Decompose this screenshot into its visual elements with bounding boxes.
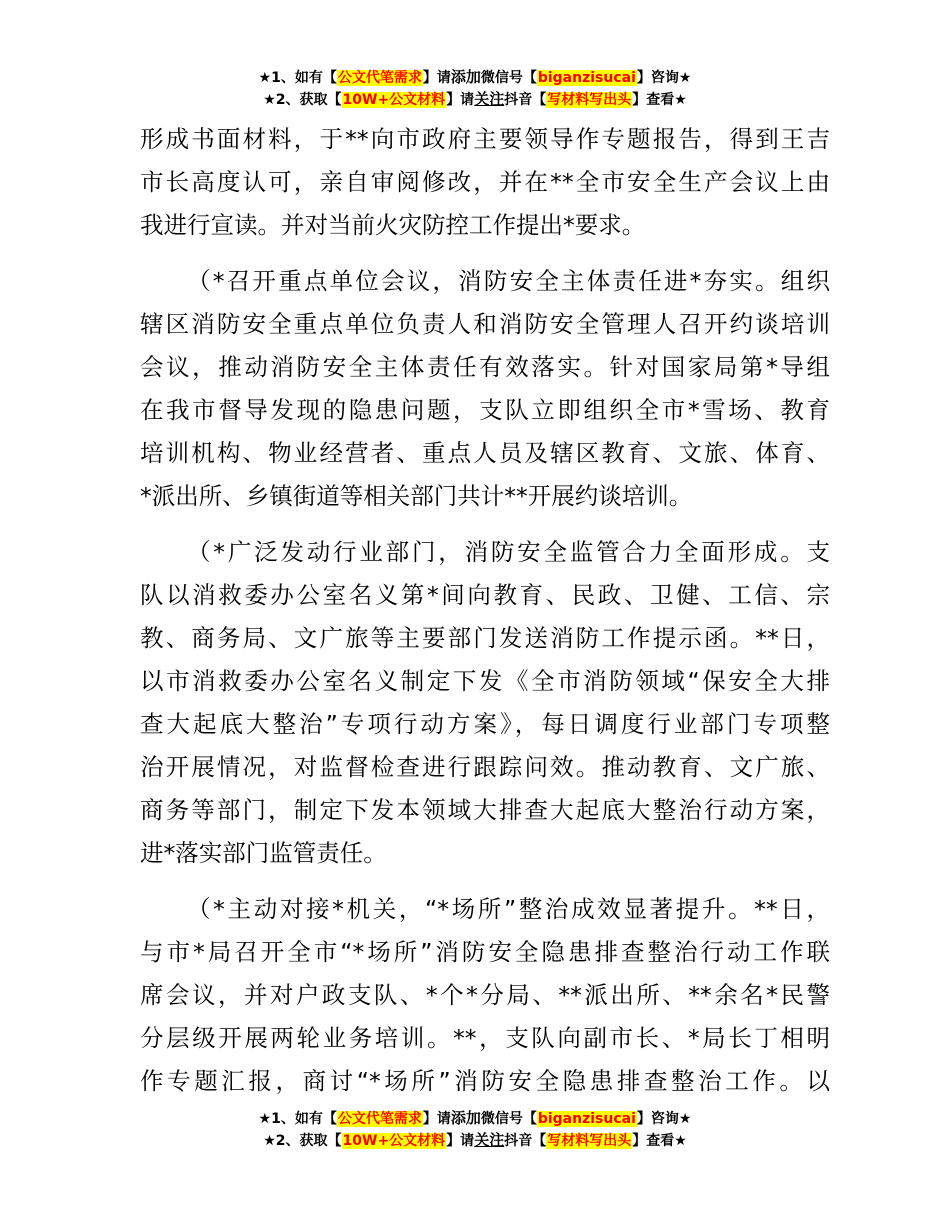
banner-text: 微信号【 bbox=[480, 70, 537, 86]
text-line: 治开展情况，对监督检查进行跟踪问效。推动教育、文广旅、 bbox=[140, 753, 830, 781]
banner-emphasis: 关注 bbox=[474, 90, 505, 108]
highlight-douyin: 写材料写出头 bbox=[547, 92, 632, 108]
paragraph bbox=[140, 118, 830, 247]
text-line: 商务等部门，制定下发本领域大排查大起底大整治行动方案， bbox=[140, 796, 830, 824]
text-line: 分层级开展两轮业务培训。**，支队向副市长、*局长丁相明 bbox=[140, 1024, 830, 1052]
banner-line-1 bbox=[0, 66, 950, 88]
text-line: 会议，推动消防安全主体责任有效落实。针对国家局第*导组 bbox=[140, 353, 830, 381]
highlight-materials: 10W+公文材料 bbox=[342, 92, 446, 108]
banner-line-1 bbox=[0, 1107, 950, 1129]
banner-text: ★1、如有【 bbox=[258, 1111, 337, 1127]
banner-text: 】请 bbox=[422, 1111, 451, 1127]
banner-text: 】咨询★ bbox=[636, 70, 692, 86]
text-line: 席会议，并对户政支队、*个*分局、**派出所、**余名*民警 bbox=[140, 981, 830, 1009]
banner-text: 】请 bbox=[422, 70, 451, 86]
text-line: 在我市督导发现的隐患问题，支队立即组织全市*雪场、教育 bbox=[140, 396, 830, 424]
banner-text: ★2、获取【 bbox=[263, 1133, 342, 1149]
text-line: 培训机构、物业经营者、重点人员及辖区教育、文旅、体育、 bbox=[140, 439, 830, 467]
banner-line-2 bbox=[0, 88, 950, 110]
banner-emphasis: 关注 bbox=[474, 1131, 505, 1149]
banner-text: 】请 bbox=[446, 1133, 475, 1149]
highlight-douyin: 写材料写出头 bbox=[547, 1133, 632, 1149]
text-line: 与市*局召开全市“*场所”消防安全隐患排查整治行动工作联 bbox=[140, 938, 830, 966]
text-line: 辖区消防安全重点单位负责人和消防安全管理人召开约谈培训 bbox=[140, 310, 830, 338]
highlight-wechat-id: biganzisucai bbox=[537, 70, 636, 86]
footer-banner bbox=[0, 1107, 950, 1151]
banner-emphasis: 添加 bbox=[450, 68, 481, 86]
banner-text: 抖音【 bbox=[504, 92, 547, 108]
text-line: （*主动对接*机关，“*场所”整治成效显著提升。**日， bbox=[187, 895, 830, 923]
paragraph bbox=[140, 531, 830, 875]
highlight-service: 公文代笔需求 bbox=[337, 70, 422, 86]
banner-text: ★2、获取【 bbox=[263, 92, 342, 108]
text-line: 队以消救委办公室名义第*间向教育、民政、卫健、工信、宗 bbox=[140, 581, 830, 609]
header-banner bbox=[0, 66, 950, 110]
banner-text: 】查看★ bbox=[632, 92, 687, 108]
highlight-materials: 10W+公文材料 bbox=[342, 1133, 446, 1149]
text-line: 我进行宣读。并对当前火灾防控工作提出*要求。 bbox=[140, 211, 646, 239]
document-body bbox=[140, 118, 830, 1103]
banner-emphasis: 添加 bbox=[450, 1109, 481, 1127]
text-line: 以市消救委办公室名义制定下发《全市消防领域“保安全大排 bbox=[140, 667, 830, 695]
text-line: （*召开重点单位会议，消防安全主体责任进*夯实。组织 bbox=[187, 267, 830, 295]
text-line: 教、商务局、文广旅等主要部门发送消防工作提示函。**日， bbox=[140, 624, 830, 652]
paragraph bbox=[140, 888, 830, 1103]
banner-line-2 bbox=[0, 1129, 950, 1151]
highlight-service: 公文代笔需求 bbox=[337, 1111, 422, 1127]
text-line: *派出所、乡镇街道等相关部门共计**开展约谈培训。 bbox=[140, 482, 693, 510]
text-line: 形成书面材料，于**向市政府主要领导作专题报告，得到王吉 bbox=[140, 125, 830, 153]
text-line: 查大起底大整治”专项行动方案》，每日调度行业部门专项整 bbox=[140, 710, 830, 738]
text-line: 市长高度认可，亲自审阅修改，并在**全市安全生产会议上由 bbox=[140, 168, 830, 196]
paragraph bbox=[140, 260, 830, 518]
banner-text: 】请 bbox=[446, 92, 475, 108]
banner-text: 】查看★ bbox=[632, 1133, 687, 1149]
text-line: 作专题汇报，商讨“*场所”消防安全隐患排查整治工作。以 bbox=[140, 1067, 830, 1095]
text-line: （*广泛发动行业部门，消防安全监管合力全面形成。支 bbox=[187, 538, 830, 566]
banner-text: 】咨询★ bbox=[636, 1111, 692, 1127]
highlight-wechat-id: biganzisucai bbox=[537, 1111, 636, 1127]
banner-text: ★1、如有【 bbox=[258, 70, 337, 86]
text-line: 进*落实部门监管责任。 bbox=[140, 839, 387, 867]
banner-text: 微信号【 bbox=[480, 1111, 537, 1127]
banner-text: 抖音【 bbox=[504, 1133, 547, 1149]
